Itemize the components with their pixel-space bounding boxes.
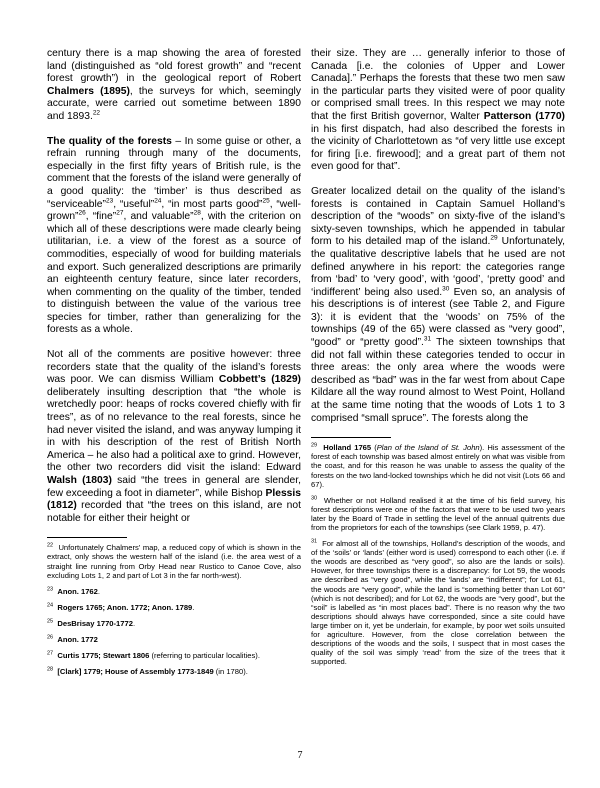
- footnote: $^{29}$ Holland 1765 (Plan of the Island of St. John). His assessment of the forest of each township was based almost entirely on what was visible from the coast, and for this reason he was unable to assess the quality of the forests on the two land-locked townships which he did not visit (Lots 66 and 67).: [311, 442, 565, 489]
- footnote: $^{30}$ Whether or not Holland realised it at the time of his field survey, his forest descriptions were one of the factors that were to be used two years later by the Board of Trade in settling the level of the annual quitrents due from the proprietors for each of the townships (see Clark 1959, p. 47).: [311, 495, 565, 532]
- page-number: 7: [297, 750, 303, 761]
- footnote: $^{27}$ Curtis 1775; Stewart 1806 (referring to particular localities).: [47, 650, 260, 661]
- citation: Chalmers (1895): [47, 85, 130, 97]
- footnote-ref: 24: [154, 197, 162, 205]
- left-column: [47, 48, 301, 683]
- paragraph: The quality of the forests – In some guise or other, a refrain running through many of the documents, especially in the first fifty years of British rule, is the comment that the forests of the island were generally of a good quality: the ‘timber’ is thus described as “serviceable”$^{23}$, “useful”$^{24}$, “in most parts good”$^{25}$, “well-grown”$^{26}$, “fine”$^{27}$, and valuable”$^{28}$, with the criterion on which all of these descriptions were made clearly being utilitarian, i.e. a view of the forest as a source of commodities, especially of wood for building materials and export. Such generalized descriptions are primarily an eighteenth century feature, since later recorders, when commenting on the quality of the timber, tended to distinguish between the value of the various tree species for timber, rather than generalizing for the forests as a whole.: [47, 135, 302, 336]
- footnote-ref: 25: [262, 197, 270, 205]
- right-column: [311, 48, 565, 673]
- footnote-divider: [47, 537, 127, 538]
- footnote: $^{28}$ [Clark] 1779; House of Assembly 1773-1849 (in 1780).: [47, 666, 248, 677]
- citation: Walsh (1803): [47, 475, 112, 486]
- citation: Patterson (1770): [483, 110, 565, 122]
- footnote: $^{31}$ For almost all of the townships, Holland’s description of the woods, and of the ‘soils’ or ‘lands’ (either word is used) correspond to each other (i.e. if the woods are described as “very good”, so also are the lands or soils). However, for three townships there is a discrepancy: for Lot 59, the woods are described as “very good”, while the ‘lands’ are “indifferent”; for Lot 61, the woods are “very good”, while the land is “something better than Lot 60” (which is not described); and for Lot 62, the woods are “very good”, but the “soil” is labelled as “in most places bad”. There is no reason why the two descriptions should always have corresponded, since a site could have large timber on it, yet be underlain, for example, by poor wet soils unsuited for agriculture. However, from the close correlation between the descriptions of the woods and the soils, I suspect that in most cases the quality of the soil was simply ‘read’ from the size of the trees that it supported.: [311, 538, 565, 667]
- footnote: $^{25}$ DesBrisay 1770-1772.: [47, 618, 136, 628]
- paragraph: Not all of the comments are positive however: three recorders state that the quality of the island’s forests was poor. We can dismiss William Cobbett’s (1829) deliberately insulting description that “the whole is wretchedly poor: heaps of rocks covered chiefly with fir trees”, as of no relevance to the real forests, since he had never visited the island, and was anyway lumping it in with his description of the rest of British North America – he also had a political axe to grind. However, the other two recorders did visit the island: Edward Walsh (1803) said “the trees in general are slender, few exceeding a foot in diameter”, while Bishop Plessis (1812) recorded that “the trees on this island, are not notable for either their height or: [47, 349, 301, 524]
- footnote: $^{24}$ Rogers 1765; Anon. 1772; Anon. 1789.: [47, 602, 195, 612]
- footnote-ref: 29: [490, 234, 498, 242]
- footnote: $^{23}$ Anon. 1762.: [47, 586, 100, 596]
- paragraph: their size. They are … generally inferior to those of Canada [i.e. the colonies of Upper and Lower Canada].” Perhaps the forests that these two men saw in the particular parts they visited were of poor quality or comprised small trees. In this respect we may note that the first British governor, Walter Patterson (1770) in his first dispatch, had also described the forests in the vicinity of Charlottetown as “of very little use except for firing [i.e. firewood]; and a great part of them not even good for that”.: [311, 48, 565, 173]
- footnote: $^{26}$ Anon. 1772: [47, 634, 98, 645]
- citation: Cobbett’s (1829): [218, 374, 301, 386]
- footnote-ref: 22: [92, 109, 101, 117]
- footnote-ref: 31: [423, 335, 432, 343]
- paragraph: century there is a map showing the area of forested land (distinguished as “old forest growth” and “recent forest growth”) in the geological report of Robert Chalmers (1895), the surveys for which, seemingly accurate, were carried out sometime between 1890 and 1893.22: [47, 48, 301, 122]
- footnote-ref: 23: [105, 197, 114, 205]
- footnote-ref: 27: [116, 209, 124, 217]
- footnote-ref: 28: [193, 209, 201, 217]
- footnote-ref: 26: [78, 209, 86, 217]
- section-heading: The quality of the forests: [47, 135, 172, 147]
- footnote-divider: [311, 437, 391, 438]
- footnote: $^{22}$ Unfortunately Chalmers’ map, a reduced copy of which is shown in the extract, only shows the western half of the island (i.e. the area west of a straight line running from Orby Head near Rustico to Canoe Cove, also excluding Lots 1, 2 and part of Lot 3 in the far north-west).: [47, 542, 301, 580]
- footnote-ref: 30: [442, 285, 450, 293]
- paragraph: Greater localized detail on the quality of the island’s forests is contained in Captain Samuel Holland’s description of the “woods” on sixty-five of the island’s sixty-seven townships, which he appended in tabular form to his detailed map of the island.$^{29}$ Unfortunately, the qualitative descriptive labels that he used are not defined anywhere in his report: the categories range from ‘bad’ to ‘very good’, with ‘good’, ‘pretty good’ and ‘indifferent’ being also used.$^{30}$ Even so, an analysis of his descriptions is of interest (see Table 2, and Figure 3): it is evident that the ‘woods’ on 75% of the townships (49 of the 65) were classed as “very good”, “good” or “pretty good”.$^{31}$ The sixteen townships that did not fall within these categories tended to occur in three areas: the only area where the woods were described as “bad” was in the far west from about Cape Kildare all the way round almost to West Point, Holland at the same time noting that the woods of Lots 1 to 3 comprised “small spruce”. The forests along the: [311, 185, 566, 424]
- citation: Plessis (1812): [47, 487, 301, 512]
